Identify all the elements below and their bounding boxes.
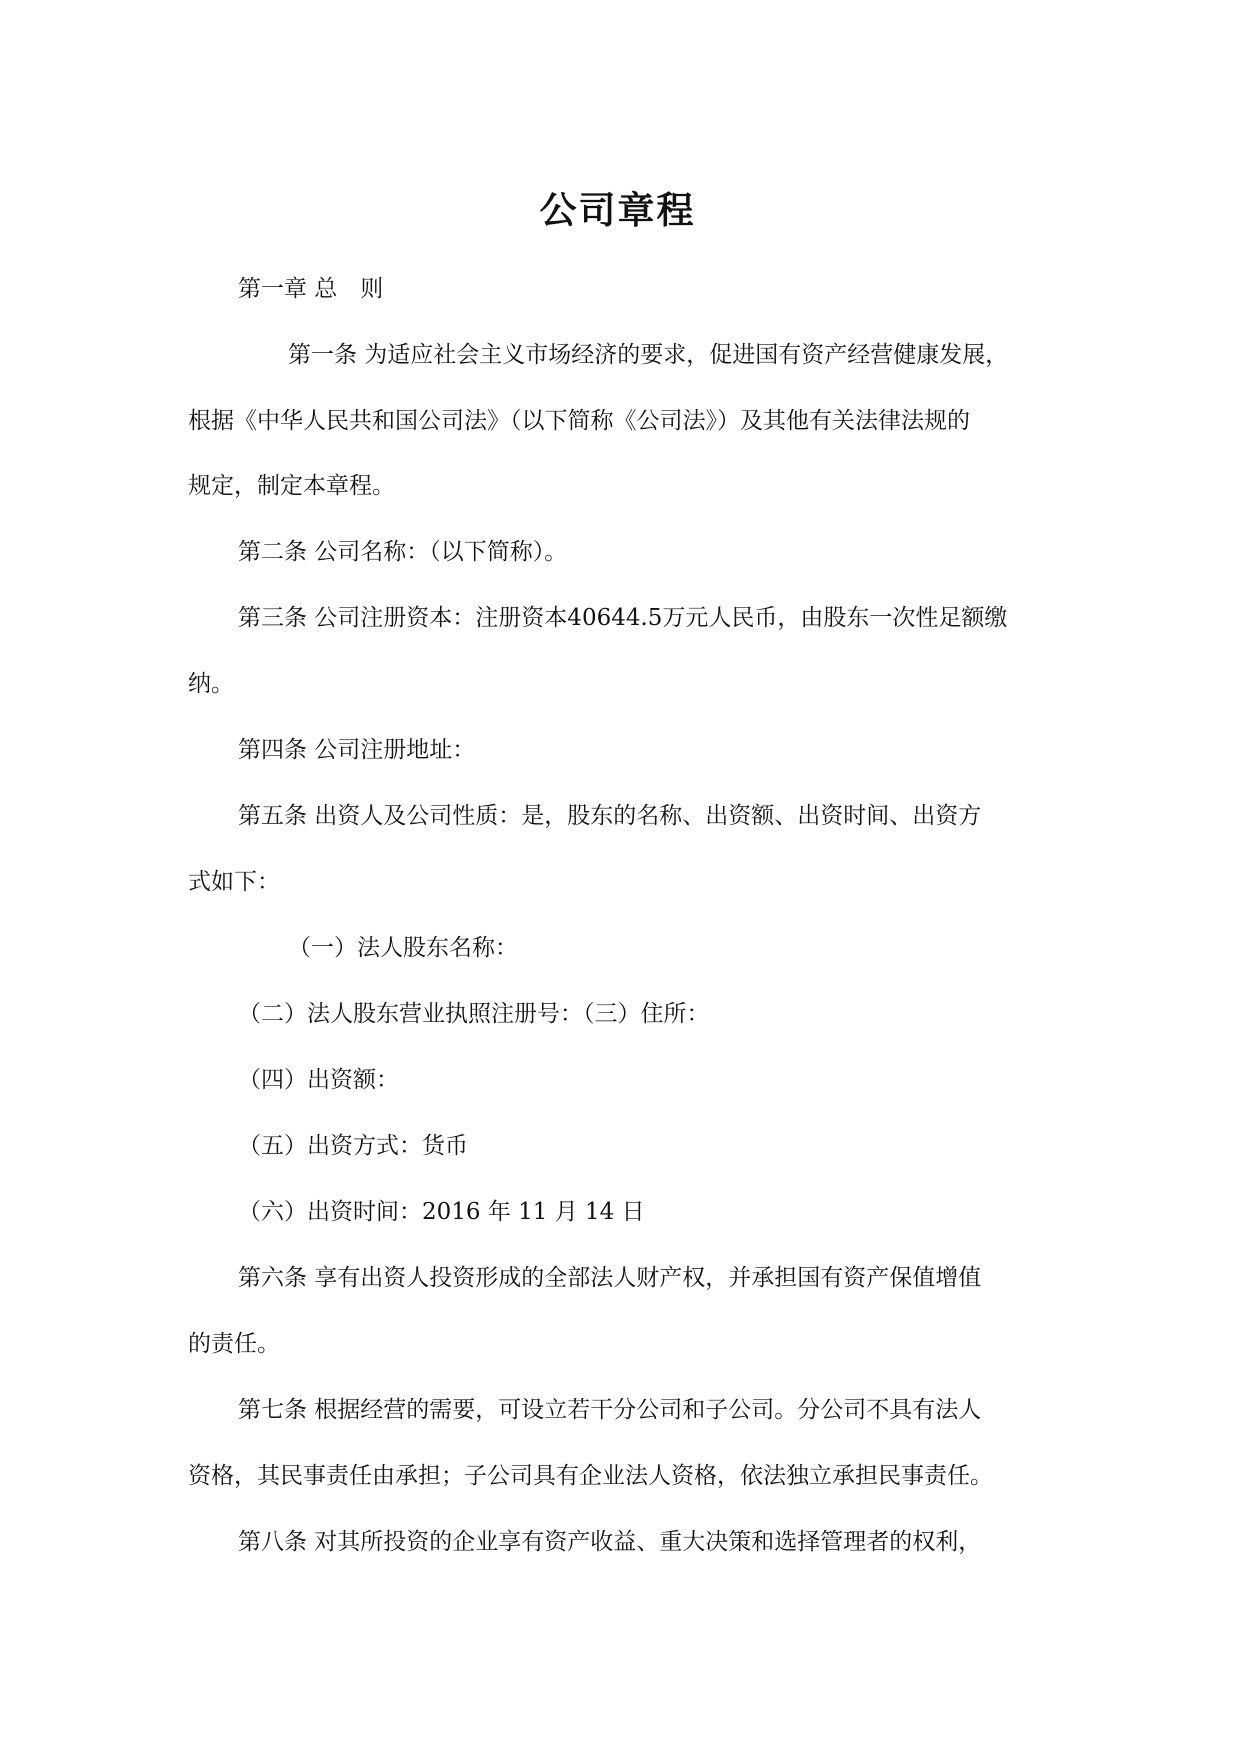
article-3-line-1: 第三条 公司注册资本：注册资本40644.5万元人民币，由股东一次性足额缴 [238, 605, 1008, 631]
article-7-line-1: 第七条 根据经营的需要，可设立若干分公司和子公司。分公司不具有法人 [238, 1397, 982, 1423]
shareholder-item-5: （五）出资方式：货币 [238, 1133, 468, 1159]
article-1-line-2: 根据《中华人民共和国公司法》（以下简称《公司法》）及其他有关法律法规的 [188, 408, 970, 434]
article-1-line-3: 规定，制定本章程。 [188, 473, 395, 499]
article-5-line-1: 第五条 出资人及公司性质：是，股东的名称、出资额、出资时间、出资方 [238, 803, 982, 829]
shareholder-item-6: （六）出资时间：2016 年 11 月 14 日 [238, 1199, 645, 1225]
shareholder-item-2-3: （二）法人股东营业执照注册号：（三）住所： [238, 1001, 710, 1027]
article-5-line-2: 式如下： [188, 869, 280, 895]
article-1-line-1: 第一条 为适应社会主义市场经济的要求，促进国有资产经营健康发展， [288, 342, 1009, 368]
article-7-line-2: 资格，其民事责任由承担；子公司具有企业法人资格，依法独立承担民事责任。 [188, 1463, 993, 1489]
article-2: 第二条 公司名称：（以下简称）。 [238, 539, 568, 565]
article-6-line-2: 的责任。 [188, 1331, 280, 1357]
article-3-line-2: 纳。 [188, 671, 234, 697]
document-title: 公司章程 [539, 188, 696, 232]
article-6-line-1: 第六条 享有出资人投资形成的全部法人财产权，并承担国有资产保值增值 [238, 1265, 982, 1291]
chapter-heading: 第一章 总 则 [238, 276, 384, 302]
shareholder-item-1: （一）法人股东名称： [288, 935, 518, 961]
shareholder-item-4: （四）出资额： [238, 1067, 399, 1093]
article-8-line-1: 第八条 对其所投资的企业享有资产收益、重大决策和选择管理者的权利， [238, 1529, 982, 1555]
article-4: 第四条 公司注册地址： [238, 737, 476, 763]
